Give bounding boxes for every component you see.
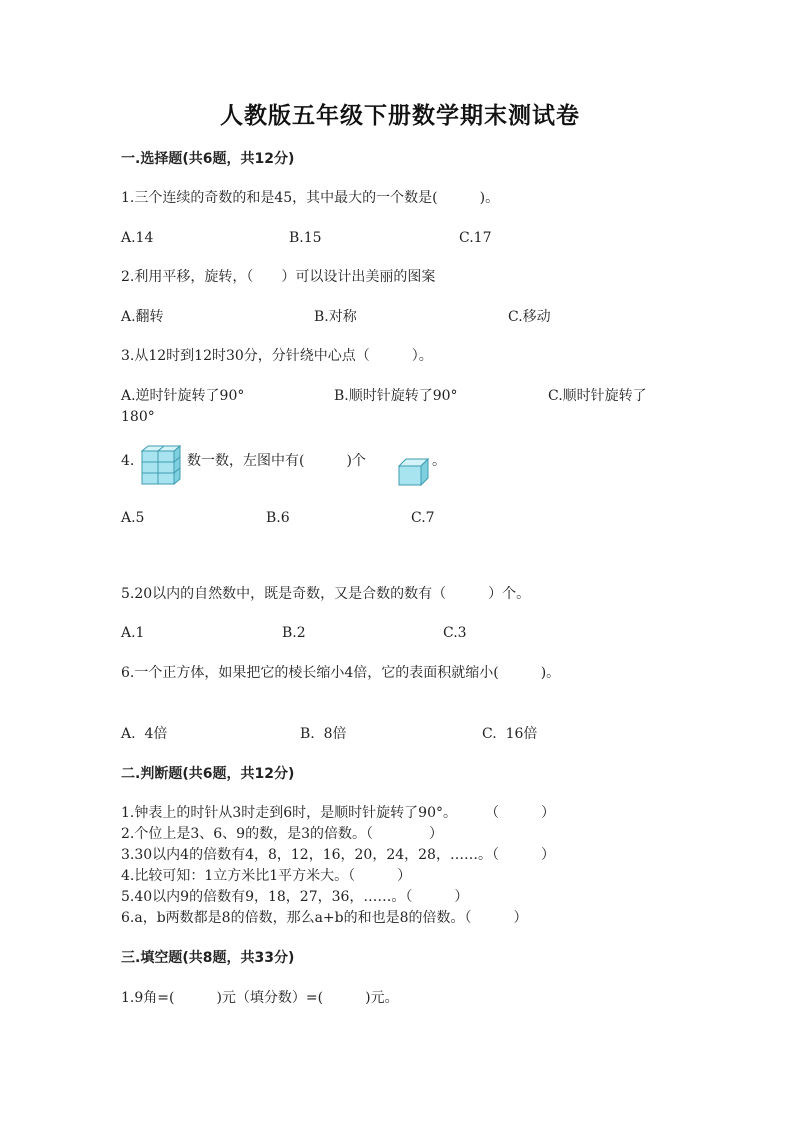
option-a: A.1 [121,625,145,641]
stacked-cubes-figure [138,443,184,487]
option-b: B.顺时针旋转了90° [334,388,458,404]
judge-item: 5.40以内9的倍数有9，18，27，36，……。（ ） [121,889,469,905]
judge-item: 2.个位上是3、6、9的数，是3的倍数。（ ） [121,826,443,842]
option-b: B. 8倍 [300,726,347,742]
question-stem: 3.从12时到12时30分，分针绕中心点（ ）。 [121,348,433,364]
option-b: B.15 [289,230,322,246]
option-a: A.5 [121,510,145,526]
option-c-wrap: 180° [121,409,155,425]
option-b: B.6 [266,510,290,526]
question-number: 4. [121,453,135,469]
judge-item: 1.钟表上的时针从3时走到6时，是顺时针旋转了90°。 （ ） [121,805,555,821]
section-heading-choice: 一.选择题(共6题，共12分) [121,151,295,167]
question-stem: 2.利用平移，旋转，（ ）可以设计出美丽的图案 [121,269,436,285]
option-a: A.14 [121,230,154,246]
option-c: C.移动 [508,309,551,325]
question-stem: 6.一个正方体，如果把它的棱长缩小4倍，它的表面积就缩小( )。 [121,665,561,681]
judge-item: 3.30以内4的倍数有4，8，12，16，20，24，28，……。（ ） [121,847,555,863]
option-c: C. 16倍 [482,726,538,742]
option-c: C.3 [443,625,467,641]
option-b: B.2 [282,625,306,641]
option-c: C.顺时针旋转了 [548,388,647,404]
question-text: 数一数，左图中有( )个 [187,453,366,469]
page-title: 人教版五年级下册数学期末测试卷 [220,102,580,129]
section-heading-judge: 二.判断题(共6题，共12分) [121,766,295,782]
option-c: C.7 [411,510,435,526]
section-heading-fill: 三.填空题(共8题，共33分) [121,950,295,966]
single-cube-icon [397,457,431,487]
judge-item: 4.比较可知：1立方米比1平方米大。（ ） [121,868,412,884]
option-a: A.逆时针旋转了90° [121,388,245,404]
option-a: A. 4倍 [121,726,168,742]
option-c: C.17 [459,230,492,246]
judge-item: 6.a，b两数都是8的倍数，那么a+b的和也是8的倍数。（ ） [121,910,528,926]
question-stem: 5.20以内的自然数中，既是奇数，又是合数的数有（ ）个。 [121,586,531,602]
option-a: A.翻转 [121,309,164,325]
option-b: B.对称 [314,309,357,325]
question-end: 。 [432,453,446,469]
fill-question: 1.9角=( )元（填分数）=( )元。 [121,990,399,1006]
question-stem: 1.三个连续的奇数的和是45，其中最大的一个数是( )。 [121,190,500,206]
